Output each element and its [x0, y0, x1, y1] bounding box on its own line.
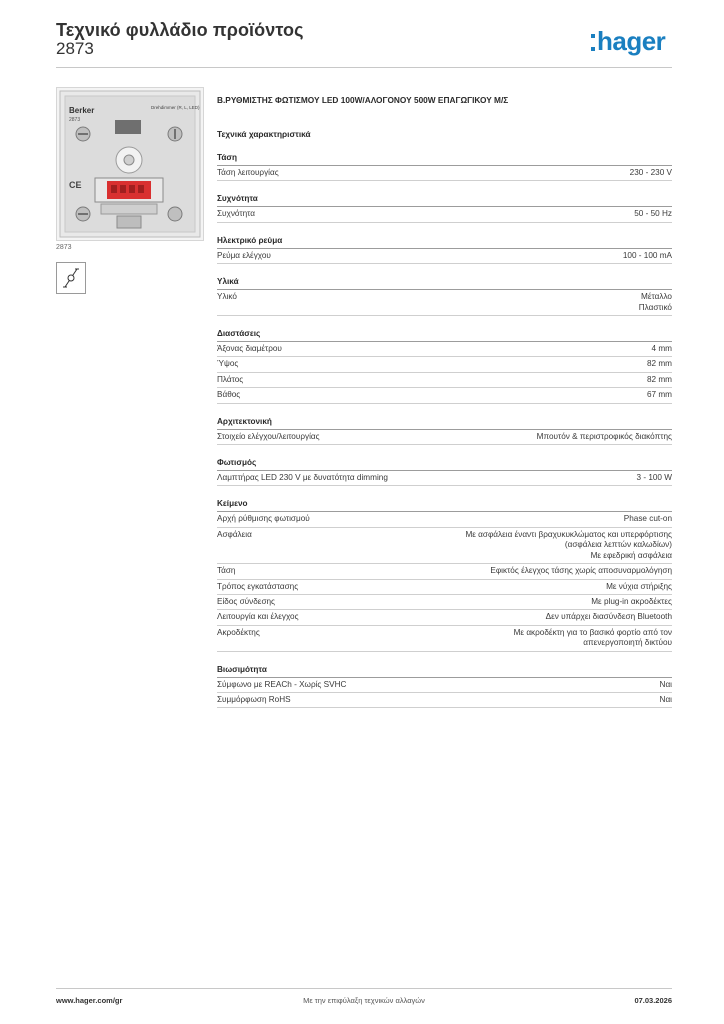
spec-label: Ρεύμα ελέγχου	[217, 250, 271, 260]
footer-note: Με την επιφύλαξη τεχνικών αλλαγών	[303, 996, 425, 1005]
spec-value-line: Με νύχια στήριξης	[606, 581, 672, 591]
section-title: Τάση	[217, 153, 672, 166]
image-brand-text: Berker	[69, 106, 95, 115]
svg-text:CE: CE	[69, 180, 82, 190]
spec-value-line: 4 mm	[651, 344, 672, 354]
spec-label: Είδος σύνδεσης	[217, 596, 275, 606]
footer-divider	[56, 988, 672, 989]
spec-label: Σύμφωνο με REACh - Χωρίς SVHC	[217, 679, 347, 689]
spec-value	[292, 344, 672, 354]
spec-value-line: απενεργοποιητή δικτύου	[583, 638, 672, 648]
section-title: Υλικά	[217, 277, 672, 290]
spec-value-line: 82 mm	[646, 374, 672, 384]
section-title: Αρχιτεκτονική	[217, 417, 672, 430]
spec-value	[247, 292, 672, 313]
spec-label: Λαμπτήρας LED 230 V με δυνατότητα dimming	[217, 473, 388, 483]
section-title: Βιωσιμότητα	[217, 665, 672, 678]
spec-row	[217, 564, 672, 579]
spec-value	[398, 473, 672, 483]
spec-value	[245, 566, 672, 576]
footer-website: www.hager.com/gr	[56, 996, 123, 1005]
spec-label: Τάση λειτουργίας	[217, 168, 279, 177]
spec-label: Τρόπος εγκατάστασης	[217, 581, 299, 591]
spec-value-line: Με εφεδρική ασφάλεια	[590, 550, 672, 560]
image-label-text: Drehdimmer (R, L, LED)	[151, 105, 200, 110]
spec-value-line: 230 - 230 V	[629, 168, 672, 177]
spec-row	[217, 207, 672, 222]
section-title: Φωτισμός	[217, 458, 672, 471]
spec-value	[285, 597, 672, 607]
spec-row	[217, 430, 672, 445]
product-code: 2873	[56, 39, 94, 58]
spec-value-line: Με ασφάλεια έναντι βραχυκυκλώματος και υπερφόρτισης	[465, 529, 672, 539]
spec-value	[356, 680, 672, 690]
section-title: Κείμενο	[217, 499, 672, 512]
spec-label: Υλικό	[217, 292, 237, 302]
spec-row	[217, 595, 672, 610]
spec-row	[217, 471, 672, 486]
spec-row	[217, 388, 672, 403]
spec-value	[281, 251, 672, 261]
spec-value	[309, 612, 672, 622]
section-title: Διαστάσεις	[217, 329, 672, 342]
spec-label: Αρχή ρύθμισης φωτισμού	[217, 514, 310, 524]
spec-value	[262, 530, 672, 561]
spec-label: Συχνότητα	[217, 209, 256, 219]
spec-value-line: Ναι	[659, 694, 672, 704]
spec-label: Τάση	[217, 566, 236, 576]
spec-row	[217, 528, 672, 564]
spec-value	[265, 209, 672, 219]
spec-label: Βάθος	[217, 390, 241, 400]
spec-row	[217, 610, 672, 625]
spec-value	[301, 695, 672, 705]
spec-row	[217, 290, 672, 316]
spec-value-line: 100 - 100 mA	[622, 250, 672, 260]
spec-value	[330, 432, 672, 442]
spec-value-line: Δεν υπάρχει διασύνδεση Bluetooth	[545, 612, 672, 622]
footer-date: 07.03.2026	[634, 996, 672, 1005]
spec-row	[217, 580, 672, 595]
spec-value	[289, 168, 672, 178]
dimmer-symbol-icon	[56, 262, 86, 294]
spec-value-line: Εφικτός έλεγχος τάσης χωρίς αποσυναρμολόγηση	[490, 566, 672, 576]
dimmer-insert-illustration	[57, 88, 203, 240]
product-image	[56, 87, 204, 241]
spec-value-line: 82 mm	[646, 359, 672, 369]
spec-label: Άξονας διαμέτρου	[217, 344, 282, 354]
spec-value-line: Πλαστικό	[638, 302, 672, 312]
page-title: Τεχνικό φυλλάδιο προϊόντος	[56, 20, 304, 40]
tech-specs-heading: Τεχνικά χαρακτηριστικά	[217, 129, 311, 139]
section-title: Συχνότητα	[217, 194, 672, 207]
spec-value-line: 50 - 50 Hz	[634, 209, 672, 219]
spec-value-line: Phase cut-on	[623, 514, 672, 524]
spec-label: Συμμόρφωση RoHS	[217, 694, 291, 704]
spec-value-line: Με ακροδέκτη για το βασικό φορτίο από τον	[513, 627, 672, 637]
spec-row	[217, 693, 672, 708]
spec-row	[217, 373, 672, 388]
product-heading: Β.ΡΥΘΜΙΣΤΗΣ ΦΩΤΙΣΜΟΥ LED 100W/ΑΛΟΓΟΝΟΥ 500W ΕΠΑΓΩΓΙΚΟΥ Μ/Σ	[217, 95, 509, 105]
spec-sheet	[217, 95, 672, 708]
section-title: Ηλεκτρικό ρεύμα	[217, 236, 672, 249]
spec-label: Ακροδέκτης	[217, 627, 260, 637]
spec-row	[217, 342, 672, 357]
spec-row	[217, 626, 672, 652]
product-image-caption: 2873	[56, 244, 72, 251]
header-divider	[56, 67, 672, 68]
spec-sections	[217, 153, 672, 708]
logo-text: hager	[597, 25, 666, 56]
spec-value-line: 3 - 100 W	[636, 473, 672, 483]
logo-colon-icon	[591, 34, 595, 51]
spec-value-line: Μπουτόν & περιστροφικός διακόπτης	[536, 431, 672, 441]
spec-row	[217, 166, 672, 181]
spec-value-line: Με plug-in ακροδέκτες	[591, 596, 672, 606]
spec-value-line: 67 mm	[646, 390, 672, 400]
spec-value-line: Μέταλλο	[641, 292, 672, 302]
spec-value	[270, 628, 672, 649]
spec-value-line: Ναι	[659, 679, 672, 689]
spec-value	[308, 582, 672, 592]
spec-label: Ασφάλεια	[217, 529, 252, 539]
spec-label: Ύψος	[217, 359, 239, 369]
spec-label: Στοιχείο ελέγχου/λειτουργίας	[217, 431, 320, 441]
spec-row	[217, 512, 672, 527]
spec-value	[248, 359, 672, 369]
spec-value	[253, 375, 672, 385]
spec-label: Λειτουργία και έλεγχος	[217, 612, 299, 622]
spec-label: Πλάτος	[217, 374, 244, 384]
spec-row	[217, 249, 672, 264]
image-code-text: 2873	[69, 117, 81, 123]
spec-value	[250, 390, 672, 400]
hager-logo	[591, 24, 665, 58]
spec-row	[217, 357, 672, 372]
spec-value-line: (ασφάλεια λεπτών καλωδίων)	[564, 540, 672, 550]
spec-row	[217, 678, 672, 693]
spec-value	[320, 514, 672, 524]
